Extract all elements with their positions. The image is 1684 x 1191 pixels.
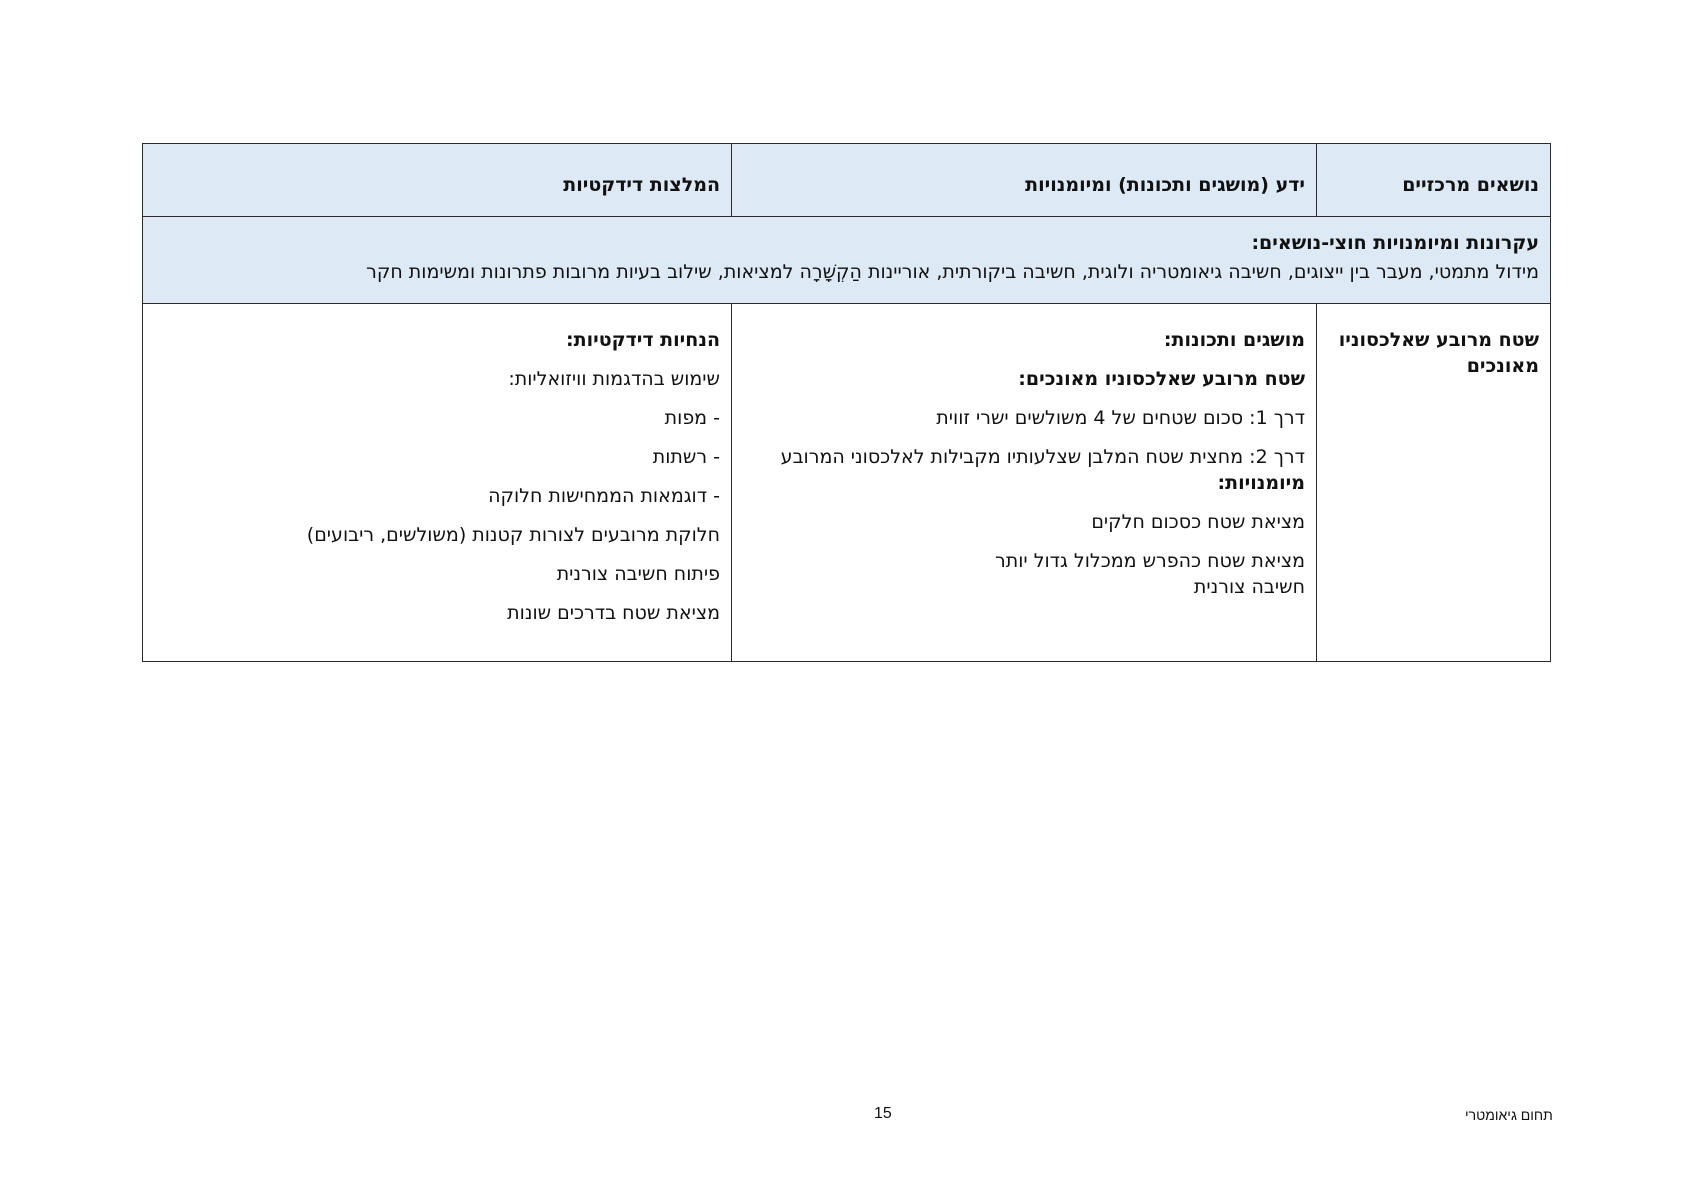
skill-1: מציאת שטח כסכום חלקים	[1091, 511, 1305, 533]
way-2: דרך 2: מחצית שטח המלבן שצלעותיו מקבילות לאלכסוני המרובע	[780, 446, 1305, 468]
didactic-item-2: - רשתות	[652, 446, 720, 468]
table-row	[143, 304, 1551, 662]
didactic-cell	[143, 304, 732, 662]
didactic-line-3: מציאת שטח בדרכים שונות	[507, 602, 720, 624]
cross-topic-text: מידול מתמטי, מעבר בין ייצוגים, חשיבה גיאומטריה ולוגית, חשיבה ביקורתית, אוריינות הַקְשָׁרָה למציאות, שילוב בעיות מרובות פתרונות ומשימות חקר	[366, 261, 1539, 283]
header-didactic: המלצות דידקטיות	[143, 144, 732, 217]
didactic-line-1: חלוקת מרובעים לצורות קטנות (משולשים, ריבועים)	[306, 524, 720, 546]
concepts-title: מושגים ותכונות:	[1163, 329, 1305, 351]
skills-title: מיומנויות:	[1217, 472, 1305, 494]
curriculum-table	[142, 143, 1551, 662]
didactic-item-1: - מפות	[664, 407, 720, 429]
skill-3: חשיבה צורנית	[1193, 576, 1305, 598]
didactic-intro: שימוש בהדגמות וויזואליות:	[508, 368, 720, 390]
way-1: דרך 1: סכום שטחים של 4 משולשים ישרי זווית	[936, 407, 1305, 429]
skill-2: מציאת שטח כהפרש ממכלול גדול יותר	[995, 550, 1305, 572]
header-topics: נושאים מרכזיים	[1317, 144, 1551, 217]
cross-topic-title: עקרונות ומיומנויות חוצי-נושאים:	[1251, 232, 1539, 254]
didactic-item-3: - דוגמאות הממחישות חלוקה	[488, 485, 720, 507]
knowledge-cell	[732, 304, 1317, 662]
cross-topic-cell	[143, 217, 1551, 304]
topic-cell	[1317, 304, 1551, 662]
didactic-title: הנחיות דידקטיות:	[566, 329, 720, 351]
didactic-line-2: פיתוח חשיבה צורנית	[556, 563, 720, 585]
page-number: 15	[874, 1105, 892, 1122]
table-header-row	[143, 144, 1551, 217]
concepts-subtitle: שטח מרובע שאלכסוניו מאונכים:	[1018, 368, 1305, 390]
topic-name: שטח מרובע שאלכסוניו מאונכים	[1338, 329, 1539, 377]
cross-topic-row	[143, 217, 1551, 304]
header-knowledge: ידע (מושגים ותכונות) ומיומנויות	[732, 144, 1317, 217]
footer-section-label: תחום גיאומטרי	[1465, 1107, 1553, 1123]
